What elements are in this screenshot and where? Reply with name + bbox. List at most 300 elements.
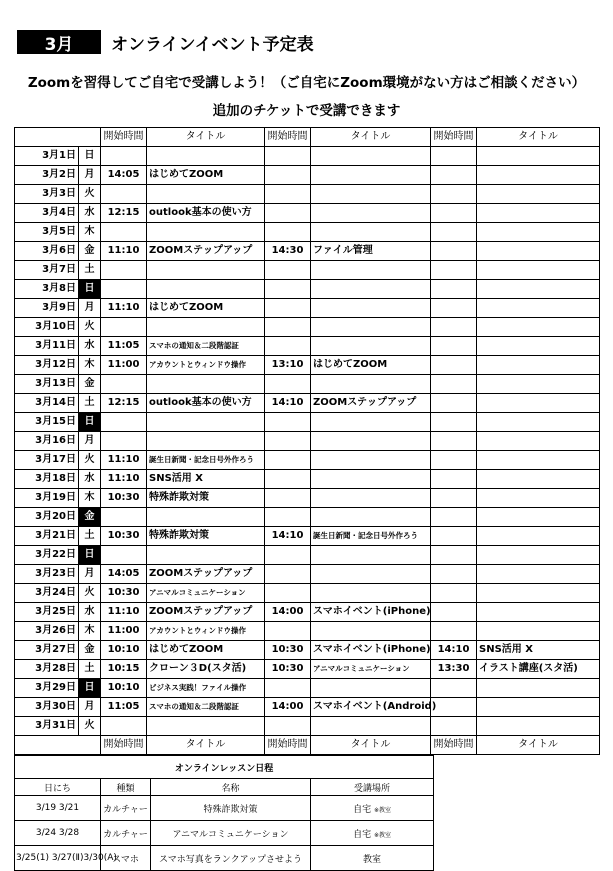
day-date: 3月31日: [15, 717, 79, 736]
lesson-header-type: 種類: [101, 779, 151, 796]
schedule-header-row: [15, 128, 600, 147]
session-2-time: 14:10: [265, 527, 311, 546]
session-2-time: [265, 584, 311, 603]
session-1-time: 11:00: [101, 622, 147, 641]
day-weekday: 月: [79, 698, 101, 717]
session-2-time: 14:00: [265, 603, 311, 622]
session-1-title: [147, 432, 265, 451]
session-1-title: [147, 546, 265, 565]
header-start-time: 開始時間: [101, 128, 147, 147]
day-weekday: 土: [79, 394, 101, 413]
session-1-time: 10:10: [101, 679, 147, 698]
schedule-table: [14, 127, 600, 755]
session-2-title: [311, 337, 431, 356]
session-3-title: [477, 223, 600, 242]
session-1-title: [147, 261, 265, 280]
session-1-title: はじめてZOOM: [147, 299, 265, 318]
session-3-title: [477, 451, 600, 470]
session-2-title: アニマルコミュニケーション: [311, 660, 431, 679]
session-2-title: [311, 451, 431, 470]
day-date: 3月5日: [15, 223, 79, 242]
session-2-time: [265, 299, 311, 318]
day-date: 3月25日: [15, 603, 79, 622]
day-weekday: 火: [79, 185, 101, 204]
session-2-title: 誕生日新聞・記念日号外作ろう: [311, 527, 431, 546]
day-weekday: 水: [79, 337, 101, 356]
session-2-time: [265, 679, 311, 698]
day-row: [15, 641, 600, 660]
session-1-time: [101, 375, 147, 394]
session-1-title: スマホの通知＆二段階認証: [147, 698, 265, 717]
session-2-title: スマホイベント(iPhone): [311, 603, 431, 622]
session-2-time: 13:10: [265, 356, 311, 375]
session-1-time: [101, 546, 147, 565]
session-3-title: [477, 185, 600, 204]
page-title: オンラインイベント予定表: [111, 34, 314, 55]
session-1-time: 11:05: [101, 698, 147, 717]
schedule-footer-row: [15, 736, 600, 755]
session-2-time: [265, 166, 311, 185]
header-start-time: 開始時間: [265, 128, 311, 147]
session-3-title: [477, 166, 600, 185]
subtitle-ticket: 追加のチケットで受講できます: [212, 103, 401, 119]
session-3-time: [431, 394, 477, 413]
day-date: 3月9日: [15, 299, 79, 318]
day-row: [15, 584, 600, 603]
session-1-time: 11:05: [101, 337, 147, 356]
session-2-title: スマホイベント(Android): [311, 698, 431, 717]
session-2-time: [265, 147, 311, 166]
lesson-place: [311, 796, 434, 821]
day-date: 3月18日: [15, 470, 79, 489]
day-row: [15, 394, 600, 413]
day-row: [15, 508, 600, 527]
day-row: [15, 489, 600, 508]
day-row: [15, 546, 600, 565]
session-1-title: 誕生日新聞・記念日号外作ろう: [147, 451, 265, 470]
day-date: 3月11日: [15, 337, 79, 356]
day-row: [15, 261, 600, 280]
session-3-title: [477, 413, 600, 432]
session-2-time: [265, 451, 311, 470]
lesson-place-note: ※教室: [373, 806, 391, 814]
session-2-time: 14:00: [265, 698, 311, 717]
day-date: 3月2日: [15, 166, 79, 185]
day-weekday: 木: [79, 622, 101, 641]
day-row: [15, 356, 600, 375]
session-3-time: [431, 451, 477, 470]
session-3-time: [431, 508, 477, 527]
session-2-time: 10:30: [265, 660, 311, 679]
footer-start-time: 開始時間: [431, 736, 477, 755]
session-3-title: [477, 546, 600, 565]
footer-title: タイトル: [311, 736, 431, 755]
session-1-time: 11:10: [101, 451, 147, 470]
day-date: 3月1日: [15, 147, 79, 166]
session-3-title: SNS活用 X: [477, 641, 600, 660]
session-3-time: [431, 603, 477, 622]
session-2-title: [311, 565, 431, 584]
lesson-table-title: オンラインレッスン日程: [15, 756, 434, 779]
session-1-title: [147, 223, 265, 242]
session-3-title: [477, 489, 600, 508]
day-date: 3月29日: [15, 679, 79, 698]
session-3-title: イラスト講座(スタ活): [477, 660, 600, 679]
day-row: [15, 413, 600, 432]
lesson-date: 3/25(1) 3/27(Ⅱ)3/30(A): [15, 846, 101, 871]
day-weekday: 火: [79, 451, 101, 470]
day-weekday: 土: [79, 527, 101, 546]
session-1-title: [147, 375, 265, 394]
session-3-title: [477, 527, 600, 546]
session-2-title: [311, 717, 431, 736]
day-date: 3月8日: [15, 280, 79, 299]
session-2-title: ファイル管理: [311, 242, 431, 261]
session-3-time: [431, 584, 477, 603]
day-weekday: 木: [79, 489, 101, 508]
session-3-time: [431, 147, 477, 166]
day-date: 3月22日: [15, 546, 79, 565]
session-1-time: 10:30: [101, 584, 147, 603]
lesson-date: 3/19 3/21: [15, 796, 101, 821]
lesson-type: カルチャー: [101, 821, 151, 846]
session-2-time: [265, 223, 311, 242]
session-3-time: [431, 679, 477, 698]
lesson-place-text: 自宅: [353, 829, 372, 840]
day-weekday: 金: [79, 641, 101, 660]
day-date: 3月12日: [15, 356, 79, 375]
day-weekday: 土: [79, 660, 101, 679]
header-title: タイトル: [311, 128, 431, 147]
day-weekday: 木: [79, 356, 101, 375]
session-2-title: [311, 489, 431, 508]
day-row: [15, 375, 600, 394]
day-row: [15, 299, 600, 318]
session-3-time: [431, 261, 477, 280]
session-3-time: [431, 337, 477, 356]
session-2-time: [265, 717, 311, 736]
session-3-title: [477, 318, 600, 337]
day-row: [15, 451, 600, 470]
day-date: 3月26日: [15, 622, 79, 641]
session-2-time: [265, 261, 311, 280]
session-1-title: [147, 147, 265, 166]
session-3-title: [477, 147, 600, 166]
session-2-time: [265, 318, 311, 337]
session-2-time: [265, 489, 311, 508]
day-weekday: 月: [79, 166, 101, 185]
day-row: [15, 204, 600, 223]
day-date: 3月3日: [15, 185, 79, 204]
session-3-title: [477, 356, 600, 375]
session-2-title: [311, 622, 431, 641]
session-2-time: [265, 432, 311, 451]
header-title: タイトル: [147, 128, 265, 147]
session-3-title: [477, 508, 600, 527]
day-weekday: 火: [79, 717, 101, 736]
session-3-title: [477, 717, 600, 736]
day-date: 3月28日: [15, 660, 79, 679]
session-2-title: [311, 413, 431, 432]
session-3-time: [431, 204, 477, 223]
footer-start-time: 開始時間: [101, 736, 147, 755]
session-1-title: アカウントとウィンドウ操作: [147, 356, 265, 375]
lesson-header-row: [15, 779, 434, 796]
session-1-title: outlook基本の使い方: [147, 394, 265, 413]
session-2-title: [311, 204, 431, 223]
session-3-time: [431, 166, 477, 185]
session-3-title: [477, 470, 600, 489]
session-3-time: [431, 185, 477, 204]
footer-title: タイトル: [147, 736, 265, 755]
session-1-title: アニマルコミュニケーション: [147, 584, 265, 603]
session-3-title: [477, 204, 600, 223]
session-1-time: [101, 318, 147, 337]
session-2-title: スマホイベント(iPhone): [311, 641, 431, 660]
lesson-type: カルチャー: [101, 796, 151, 821]
day-date: 3月6日: [15, 242, 79, 261]
lesson-name: アニマルコミュニケーション: [151, 821, 311, 846]
session-1-time: 12:15: [101, 204, 147, 223]
session-1-title: 特殊詐欺対策: [147, 527, 265, 546]
day-weekday: 月: [79, 565, 101, 584]
lesson-place-note: ※教室: [373, 831, 391, 839]
session-3-title: [477, 603, 600, 622]
lesson-row: [15, 846, 434, 871]
header-title: タイトル: [477, 128, 600, 147]
lesson-row: [15, 821, 434, 846]
session-3-title: [477, 679, 600, 698]
lesson-name: スマホ写真をランクアップさせよう: [151, 846, 311, 871]
day-date: 3月17日: [15, 451, 79, 470]
session-3-title: [477, 698, 600, 717]
schedule-body: [15, 147, 600, 736]
session-2-time: [265, 337, 311, 356]
session-1-time: [101, 432, 147, 451]
day-row: [15, 147, 600, 166]
session-3-title: [477, 337, 600, 356]
day-row: [15, 603, 600, 622]
session-2-title: [311, 432, 431, 451]
day-weekday: 日: [79, 679, 101, 698]
session-2-time: [265, 375, 311, 394]
session-2-title: [311, 185, 431, 204]
day-date: 3月30日: [15, 698, 79, 717]
session-3-time: [431, 375, 477, 394]
session-3-time: [431, 242, 477, 261]
session-2-time: [265, 185, 311, 204]
session-2-time: 14:10: [265, 394, 311, 413]
session-3-time: [431, 413, 477, 432]
session-2-title: [311, 147, 431, 166]
header-blank: [15, 128, 101, 147]
session-1-time: 12:15: [101, 394, 147, 413]
day-weekday: 月: [79, 432, 101, 451]
session-2-title: [311, 584, 431, 603]
day-date: 3月23日: [15, 565, 79, 584]
session-1-title: はじめてZOOM: [147, 641, 265, 660]
session-2-title: [311, 679, 431, 698]
session-1-time: 14:05: [101, 166, 147, 185]
session-3-time: [431, 470, 477, 489]
day-weekday: 土: [79, 261, 101, 280]
session-2-time: [265, 413, 311, 432]
day-row: [15, 622, 600, 641]
lesson-schedule-table: [14, 755, 434, 871]
session-1-title: ZOOMステップアップ: [147, 565, 265, 584]
session-2-time: [265, 508, 311, 527]
session-1-time: [101, 261, 147, 280]
session-1-title: スマホの通知＆二段階認証: [147, 337, 265, 356]
session-3-title: [477, 584, 600, 603]
day-date: 3月14日: [15, 394, 79, 413]
session-3-time: 14:10: [431, 641, 477, 660]
session-1-time: [101, 280, 147, 299]
day-row: [15, 166, 600, 185]
day-row: [15, 432, 600, 451]
session-3-time: [431, 489, 477, 508]
session-3-time: 13:30: [431, 660, 477, 679]
session-2-title: [311, 223, 431, 242]
session-3-title: [477, 375, 600, 394]
lesson-place: [311, 821, 434, 846]
session-1-title: [147, 318, 265, 337]
day-weekday: 水: [79, 204, 101, 223]
lesson-row: [15, 796, 434, 821]
session-1-title: SNS活用 X: [147, 470, 265, 489]
session-1-time: 11:00: [101, 356, 147, 375]
session-2-title: [311, 318, 431, 337]
day-date: 3月21日: [15, 527, 79, 546]
session-2-title: ZOOMステップアップ: [311, 394, 431, 413]
session-3-title: [477, 432, 600, 451]
footer-blank: [15, 736, 101, 755]
lesson-header-name: 名称: [151, 779, 311, 796]
session-1-title: [147, 717, 265, 736]
session-1-time: [101, 223, 147, 242]
lesson-date: 3/24 3/28: [15, 821, 101, 846]
session-3-time: [431, 527, 477, 546]
day-weekday: 水: [79, 470, 101, 489]
session-2-time: [265, 470, 311, 489]
day-row: [15, 337, 600, 356]
lesson-title-row: [15, 756, 434, 779]
day-date: 3月24日: [15, 584, 79, 603]
lesson-header-place: 受講場所: [311, 779, 434, 796]
session-1-time: [101, 508, 147, 527]
session-3-time: [431, 299, 477, 318]
day-row: [15, 527, 600, 546]
session-3-time: [431, 223, 477, 242]
footer-start-time: 開始時間: [265, 736, 311, 755]
session-3-title: [477, 261, 600, 280]
session-1-time: [101, 185, 147, 204]
session-2-title: [311, 261, 431, 280]
session-3-title: [477, 242, 600, 261]
day-date: 3月27日: [15, 641, 79, 660]
session-1-time: 14:05: [101, 565, 147, 584]
session-1-title: アカウントとウィンドウ操作: [147, 622, 265, 641]
session-1-title: [147, 508, 265, 527]
session-1-title: ビジネス実践！ファイル操作: [147, 679, 265, 698]
session-1-time: [101, 147, 147, 166]
day-weekday: 金: [79, 375, 101, 394]
session-2-title: はじめてZOOM: [311, 356, 431, 375]
session-3-title: [477, 299, 600, 318]
day-weekday: 火: [79, 318, 101, 337]
session-2-title: [311, 280, 431, 299]
day-weekday: 金: [79, 508, 101, 527]
lesson-type: スマホ: [101, 846, 151, 871]
day-weekday: 木: [79, 223, 101, 242]
session-3-title: [477, 622, 600, 641]
day-date: 3月19日: [15, 489, 79, 508]
day-weekday: 火: [79, 584, 101, 603]
day-weekday: 日: [79, 147, 101, 166]
day-row: [15, 565, 600, 584]
day-date: 3月13日: [15, 375, 79, 394]
session-1-time: [101, 413, 147, 432]
session-1-time: 10:15: [101, 660, 147, 679]
lesson-place-text: 自宅: [353, 804, 372, 815]
session-1-title: [147, 185, 265, 204]
session-2-title: [311, 299, 431, 318]
footer-title: タイトル: [477, 736, 600, 755]
session-1-title: はじめてZOOM: [147, 166, 265, 185]
day-row: [15, 185, 600, 204]
day-weekday: 日: [79, 280, 101, 299]
session-2-time: [265, 565, 311, 584]
page-header: [17, 30, 314, 54]
day-row: [15, 679, 600, 698]
session-2-time: 10:30: [265, 641, 311, 660]
session-1-title: ZOOMステップアップ: [147, 242, 265, 261]
day-row: [15, 318, 600, 337]
header-start-time: 開始時間: [431, 128, 477, 147]
day-weekday: 日: [79, 413, 101, 432]
day-row: [15, 280, 600, 299]
session-3-time: [431, 698, 477, 717]
lesson-place-text: 教室: [363, 854, 382, 865]
session-3-time: [431, 546, 477, 565]
subtitle-zoom: Zoomを習得してご自宅で受講しよう！（ご自宅にZoom環境がない方はご相談ください）: [27, 75, 586, 91]
session-3-time: [431, 717, 477, 736]
lesson-name: 特殊詐欺対策: [151, 796, 311, 821]
session-1-time: [101, 717, 147, 736]
session-1-time: 11:10: [101, 299, 147, 318]
session-1-time: 10:10: [101, 641, 147, 660]
day-weekday: 金: [79, 242, 101, 261]
session-2-time: [265, 204, 311, 223]
session-3-time: [431, 280, 477, 299]
month-label: 3月: [17, 30, 101, 54]
session-3-title: [477, 565, 600, 584]
day-date: 3月10日: [15, 318, 79, 337]
lesson-header-date: 日にち: [15, 779, 101, 796]
session-2-time: [265, 622, 311, 641]
lesson-place: [311, 846, 434, 871]
day-date: 3月16日: [15, 432, 79, 451]
session-3-title: [477, 394, 600, 413]
session-1-title: ZOOMステップアップ: [147, 603, 265, 622]
day-row: [15, 660, 600, 679]
session-1-title: [147, 413, 265, 432]
session-1-title: クローン３D(スタ活): [147, 660, 265, 679]
session-3-time: [431, 622, 477, 641]
session-1-time: 11:10: [101, 470, 147, 489]
day-row: [15, 223, 600, 242]
session-2-title: [311, 508, 431, 527]
